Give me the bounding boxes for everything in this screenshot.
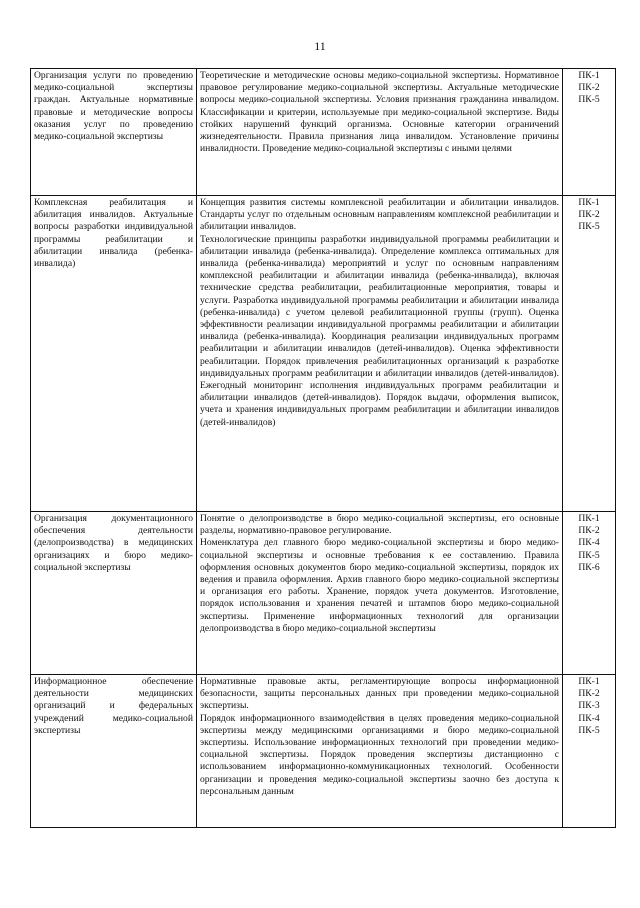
competence-code: ПК-4 (578, 712, 600, 724)
competence-code: ПК-5 (578, 221, 600, 233)
topic-cell: Организация услуги по проведению медико-социальной экспертизы граждан. Актуальные нормативные правовые и методические вопросы оказания услуг по проведению медико-социальной экспертизы (31, 69, 197, 196)
content-paragraph: Концепция развития системы комплексной реабилитации и абилитации инвалидов. Стандарты услуг по отдельным основным направлениям комплексной реабилитации и абилитации инвалидов. (200, 197, 559, 233)
content-paragraph: Понятие о делопроизводстве в бюро медико-социальной экспертизы, его основные разделы, нормативно-правовое регулирование. (200, 513, 559, 537)
competences-cell (563, 675, 616, 828)
competence-code: ПК-3 (578, 700, 600, 712)
competence-code: ПК-1 (578, 197, 600, 208)
content-cell (197, 675, 563, 828)
competences-cell (563, 512, 616, 675)
competence-code: ПК-2 (578, 525, 600, 537)
table-row (31, 675, 616, 828)
topic-cell: Организация документационного обеспечения деятельности (делопроизводства) в медицинских организациях и бюро медико-социальной экспертизы (31, 512, 197, 675)
competence-code: ПК-1 (578, 676, 600, 687)
content-cell (197, 512, 563, 675)
topic-cell: Информационное обеспечение деятельности медицинских организаций и федеральных учреждений медико-социальной экспертизы (31, 675, 197, 828)
competence-code: ПК-1 (578, 70, 600, 81)
competence-code: ПК-5 (578, 94, 600, 106)
competences-cell (563, 196, 616, 512)
competence-code: ПК-2 (578, 209, 600, 221)
competence-code: ПК-6 (578, 561, 600, 573)
competence-code: ПК-4 (578, 537, 600, 549)
content-cell (197, 196, 563, 512)
table-row (31, 196, 616, 512)
page-number: 11 (314, 39, 326, 53)
competence-code: ПК-2 (578, 82, 600, 94)
content-paragraph: Номенклатура дел главного бюро медико-социальной экспертизы и бюро медико-социальной экспертизы и основные требования к ее составлению. Правила оформления основных документов бюро медико-социальной экспертизы, порядок их ведения и правила оформления. Архив главного бюро медико-социальной экспертизы и организация его работы. Хранение, порядок учета документов. Изготовление, порядок использования и хранения печатей и штампов бюро медико-социальной экспертизы. Применение информационных технологий для организации делопроизводства в бюро медико-социальной экспертизы (200, 537, 559, 634)
competences-cell (563, 69, 616, 196)
table-row (31, 512, 616, 675)
curriculum-table (30, 68, 616, 828)
topic-cell: Комплексная реабилитация и абилитация инвалидов. Актуальные вопросы разработки индивидуальной программы реабилитации и абилитации инвалида (ребенка-инвалида) (31, 196, 197, 512)
competence-code: ПК-2 (578, 688, 600, 700)
content-paragraph: Технологические принципы разработки индивидуальной программы реабилитации и абилитации инвалида (ребенка-инвалида). Определение комплекса оптимальных для инвалида (ребенка-инвалида) мероприятий и услуг по основным направлениям комплексной реабилитации и абилитации инвалида (ребенка-инвалида), включая технические средства реабилитации, реабилитационные мероприятия, товары и услуги. Разработка индивидуальной программы реабилитации и абилитации инвалида (ребенка-инвалида) с учетом целевой реабилитационной группы (групп). Оценка эффективности реализации индивидуальной программы реабилитации и абилитации инвалида (ребенка-инвалида). Координация реализации индивидуальных программ реабилитации и абилитации инвалидов (детей-инвалидов). Оценка эффективности реабилитации. Порядок привлечения реабилитационных организаций к разработке индивидуальных программ реабилитации и абилитации инвалидов (детей-инвалидов). Ежегодный мониторинг исполнения индивидуальных программ реабилитации и абилитации инвалидов (детей-инвалидов). Порядок выдачи, оформления выписок, учета и хранения индивидуальных программ реабилитации и абилитации инвалидов (детей-инвалидов) (200, 233, 559, 428)
competence-code: ПК-1 (578, 513, 600, 524)
content-paragraph: Порядок информационного взаимодействия в целях проведения медико-социальной экспертизы между медицинскими организациями и бюро медико-социальной экспертизы. Использование информационных технологий при проведении медико-социальной экспертизы. Порядок проведения экспертизы дистанционно с использованием информационно-коммуникационных технологий. Особенности организации и проведения медико-социальной экспертизы заочно без доступа к персональным данным (200, 712, 559, 797)
content-paragraph: Теоретические и методические основы медико-социальной экспертизы. Нормативное правовое регулирование медико-социальной экспертизы. Актуальные методические вопросы медико-социальной экспертизы. Условия признания гражданина инвалидом. Классификации и критерии, используемые при медико-социальной экспертизе. Виды стойких нарушений функций организма. Основные категории ограничений жизнедеятельности. Правила признания лица инвалидом. Установление причины инвалидности. Проведение медико-социальной экспертизы с иными целями (200, 70, 559, 155)
table-row (31, 69, 616, 196)
content-paragraph: Нормативные правовые акты, регламентирующие вопросы информационной безопасности, защиты персональных данных при проведении медико-социальной экспертизы. (200, 676, 559, 712)
competence-code: ПК-5 (578, 724, 600, 736)
content-cell (197, 69, 563, 196)
competence-code: ПК-5 (578, 549, 600, 561)
